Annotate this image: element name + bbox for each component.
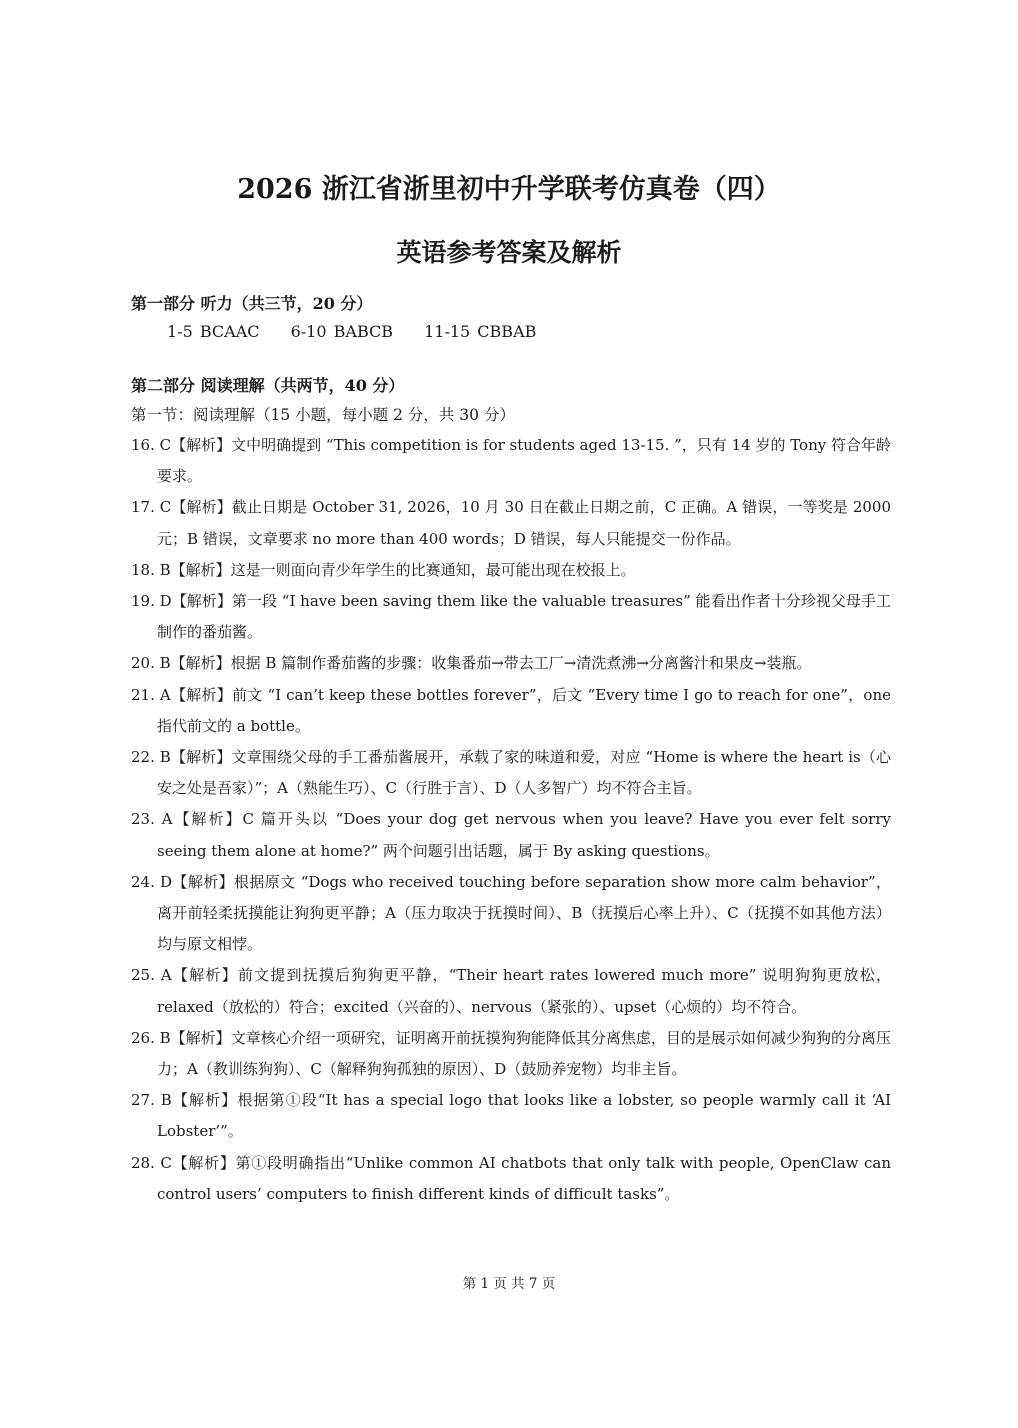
answer-item-22: 22. B【解析】文章围绕父母的手工番茄酱展开，承载了家的味道和爱，对应 “Home is where the heart is（心安之处是吾家）”；A（熟能生巧）、C（行胜于言）、D（人多智广）均不符合主旨。 [131,748,891,798]
answer-item-19: 19. D【解析】第一段 “I have been saving them like the valuable treasures” 能看出作者十分珍视父母手工制作的番茄酱。 [131,592,891,642]
answer-item-24: 24. D【解析】根据原文 “Dogs who received touching before separation show more calm behavior”，离开前轻柔抚摸能让狗狗更平静；A（压力取决于抚摸时间）、B（抚摸后心率上升）、C（抚摸不如其他方法）均与原文相悖。 [131,872,891,954]
answer-item-17: 17. C【解析】截止日期是 October 31, 2026，10 月 30 日在截止日期之前，C 正确。A 错误，一等奖是 2000 元；B 错误，文章要求 no more than 400 words；D 错误，每人只能提交一份作品。 [131,498,891,548]
answer-group: 11-15 CBBAB [424,322,537,341]
page-number: 第 1 页 共 7 页 [462,1276,556,1292]
answer-item-26: 26. B【解析】文章核心介绍一项研究，证明离开前抚摸狗狗能降低其分离焦虑，目的是展示如何减少狗狗的分离压力；A（教训练狗狗）、C（解释狗狗孤独的原因）、D（鼓励养宠物）均非主旨。 [131,1028,891,1079]
answer-item-25: 25. A【解析】前文提到抚摸后狗狗更平静，“Their heart rates lowered much more” 说明狗狗更放松，relaxed（放松的）符合；excited（兴奋的）、nervous（紧张的）、upset（心烦的）均不符合。 [131,966,891,1016]
document-title: 2026 浙江省浙里初中升学联考仿真卷（四） [237,174,781,205]
part2-heading: 第二部分 阅读理解（共两节，40 分） [131,376,405,395]
section1-heading: 第一节：阅读理解（15 小题，每小题 2 分，共 30 分） [131,406,515,424]
answer-group: 1-5 BCAAC [167,322,260,341]
answer-item-16: 16. C【解析】文中明确提到 “This competition is for students aged 13-15. ”，只有 14 岁的 Tony 符合年龄要求。 [131,436,891,486]
answer-item-28: 28. C【解析】第①段明确指出“Unlike common AI chatbots that only talk with people, OpenClaw can control users’ computers to finish different kinds of difficult tasks”。 [131,1153,891,1203]
section-gap [131,346,891,372]
listening-answers [131,318,891,346]
document-subtitle: 英语参考答案及解析 [396,238,622,267]
answer-item-21: 21. A【解析】前文 “I can’t keep these bottles forever”，后文 “Every time I go to reach for one”，one 指代前文的 a bottle。 [131,685,891,735]
answer-item-20: 20. B【解析】根据 B 篇制作番茄酱的步骤：收集番茄→带去工厂→清洗煮沸→分离酱汁和果皮→装瓶。 [131,654,812,673]
answer-item-23: 23. A【解析】C 篇开头以 “Does your dog get nervous when you leave? Have you ever felt sorry seeing them alone at home?” 两个问题引出话题，属于 By asking questions。 [131,810,891,860]
part1-heading: 第一部分 听力（共三节，20 分） [131,294,373,313]
answer-group: 6-10 BABCB [290,322,393,341]
answer-content [131,290,891,1210]
answer-item-18: 18. B【解析】这是一则面向青少年学生的比赛通知，最可能出现在校报上。 [131,560,636,579]
answer-item-27: 27. B【解析】根据第①段“It has a special logo that looks like a lobster, so people warmly call it ‘AI Lobster’”。 [131,1091,891,1141]
